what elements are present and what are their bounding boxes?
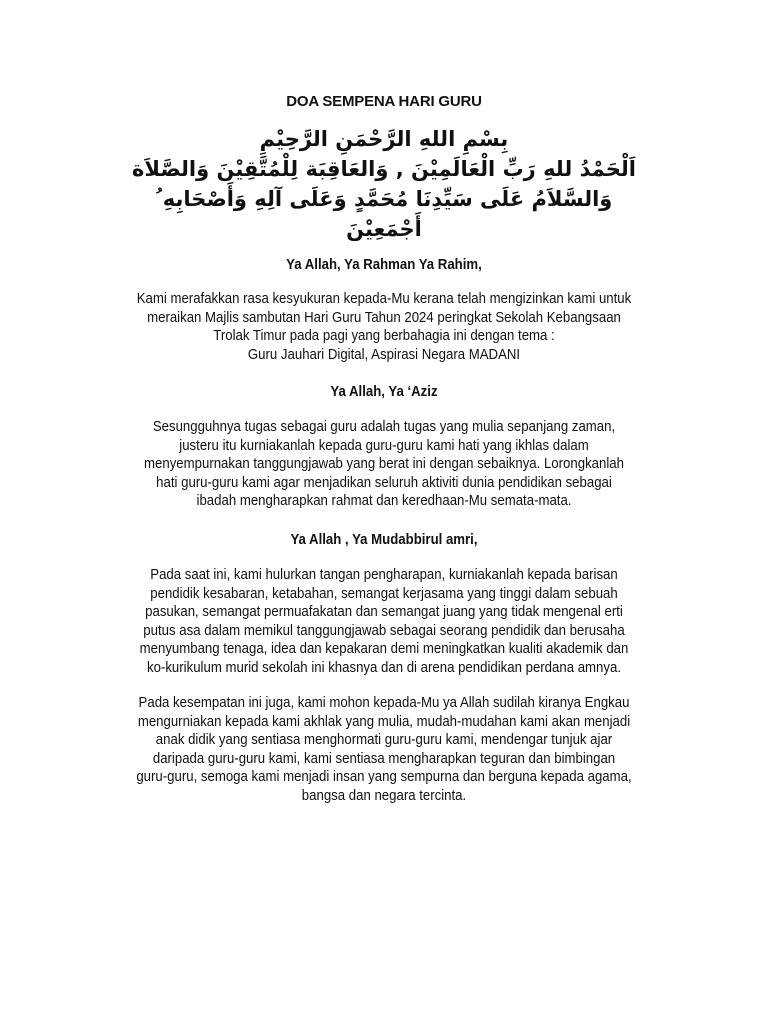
paragraph-line: mengurniakan kepada kami akhlak yang mulia, mudah-mudahan kami akan menjadi [137, 712, 631, 730]
paragraph-line: Guru Jauhari Digital, Aspirasi Negara MADANI [247, 345, 521, 363]
arabic-line: أَجْمَعِيْنَ [346, 217, 422, 241]
paragraph-akhlak-mulia [125, 694, 642, 805]
arabic-opening-prayer [110, 124, 658, 244]
arabic-line: اَلْحَمْدُ للهِ رَبِّ الْعَالَمِيْنَ , وَالعَاقِبَة لِلْمُتَّقِيْنَ وَالصَّلاَة [131, 157, 637, 181]
paragraph-line: Sesungguhnya tugas sebagai guru adalah tugas yang mulia sepanjang zaman, [152, 418, 616, 435]
paragraph-line: putus asa dalam memikul tanggungjawab sebagai seorang pendidik dan berusaha [143, 621, 625, 639]
paragraph-line: menyumbang tenaga, idea dan kepakaran demi meningkatkan kualiti akademik dan [139, 640, 629, 657]
paragraph-line: pasukan, semangat permuafakatan dan semangat juang yang tidak mengenal erti [145, 603, 623, 620]
paragraph-line: Pada kesempatan ini juga, kami mohon kepada-Mu ya Allah sudilah kiranya Engkau [138, 694, 630, 711]
paragraph-line: hati guru-guru kami agar menjadikan seluruh aktiviti dunia pendidikan sebagai [156, 473, 612, 491]
heading-ya-aziz: Ya Allah, Ya ‘Aziz [330, 383, 438, 400]
paragraph-line: menyempurnakan tanggungjawab yang berat ini dengan sebaiknya. Lorongkanlah [144, 455, 624, 472]
paragraph-line: pendidik kesabaran, ketabahan, semangat kerjasama yang tinggi dalam sebuah [150, 584, 618, 602]
paragraph-line: ko-kurikulum murid sekolah ini khasnya dan di arena pendidikan perdana amnya. [146, 658, 622, 676]
arabic-line: بِسْمِ اللهِ الرَّحْمَنِ الرَّحِيْمِ [259, 127, 509, 151]
paragraph-line: ibadah mengharapkan rahmat dan keredhaan-Mu semata-mata. [196, 492, 572, 509]
paragraph-tugas-guru [125, 418, 642, 511]
paragraph-line: guru-guru, semoga kami menjadi insan yang sempurna dan berguna kepada agama, [136, 768, 632, 785]
paragraph-line: daripada guru-guru kami, kami sentiasa mengharapkan teguran dan bimbingan [152, 749, 616, 767]
paragraph-pengharapan [125, 566, 642, 677]
heading-ya-rahman: Ya Allah, Ya Rahman Ya Rahim, [286, 256, 482, 273]
paragraph-kesyukuran [125, 290, 642, 364]
paragraph-line: Pada saat ini, kami hulurkan tangan pengharapan, kurniakanlah kepada barisan [150, 566, 618, 583]
paragraph-line: meraikan Majlis sambutan Hari Guru Tahun 2024 peringkat Sekolah Kebangsaan [147, 308, 621, 326]
arabic-line: وَالسَّلاَمُ عَلَى سَيِّدِنَا مُحَمَّدٍ وَعَلَى آلِهِ وَأَصْحَابِهِ ُ [155, 187, 613, 211]
paragraph-line: bangsa dan negara tercinta. [301, 786, 467, 804]
heading-ya-mudabbirul-amri: Ya Allah , Ya Mudabbirul amri, [290, 531, 478, 548]
paragraph-line: anak didik yang sentiasa menghormati guru-guru kami, mendengar tunjuk ajar [155, 731, 613, 748]
paragraph-line: justeru itu kurniakanlah kepada guru-guru kami hati yang ikhlas dalam [179, 436, 589, 454]
paragraph-line: Kami merafakkan rasa kesyukuran kepada-Mu kerana telah mengizinkan kami untuk [136, 290, 632, 307]
document-title: DOA SEMPENA HARI GURU [286, 93, 482, 110]
paragraph-line: Trolak Timur pada pagi yang berbahagia ini dengan tema : [213, 327, 555, 344]
